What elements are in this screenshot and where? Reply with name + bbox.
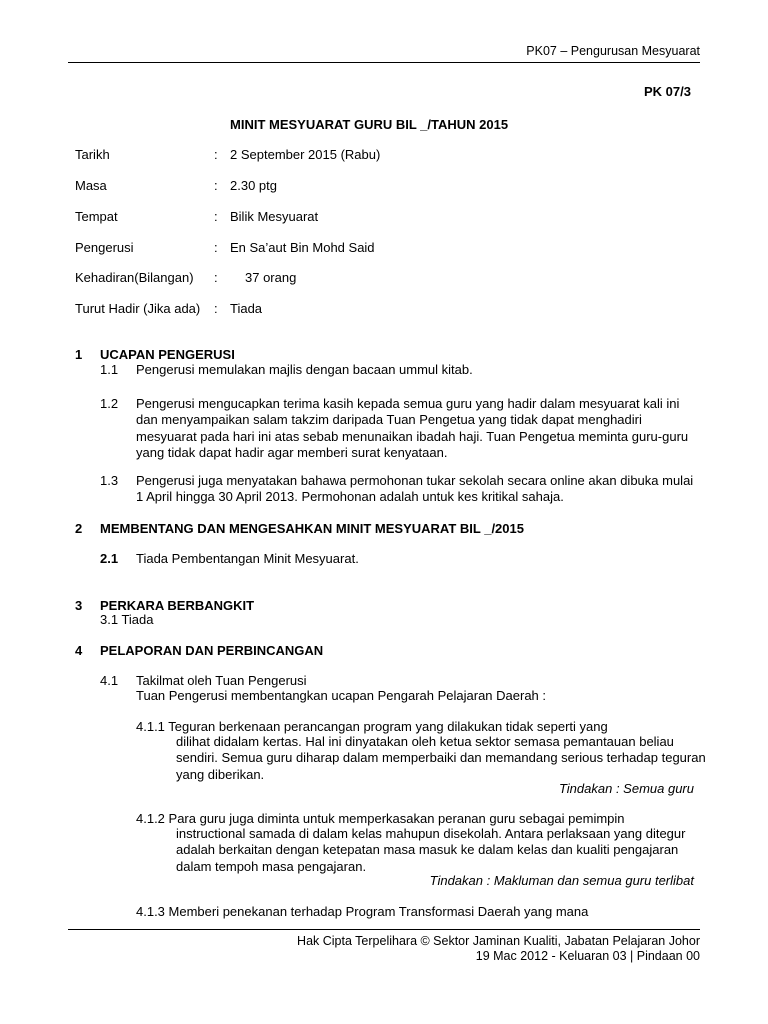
item-description: Tuan Pengerusi membentangkan ucapan Pengarah Pelajaran Daerah :: [136, 688, 547, 703]
section-heading: MEMBENTANG DAN MENGESAHKAN MINIT MESYUARAT BIL _/2015: [100, 521, 524, 536]
section-number: 2: [75, 521, 83, 536]
meta-colon: :: [214, 178, 218, 193]
item-text: Pengerusi mengucapkan terima kasih kepada semua guru yang hadir dalam mesyuarat kali ini dan menyampaikan salam takzim daripada Tuan Pengetua yang tidak dapat menghadiri mesyuarat pada hari ini atas sebab menunaikan ibadah haji. Tuan Pengetua meminta guru-guru yang tidak dapat hadir agar memberi surat kenyataan.: [136, 396, 689, 460]
item-text: Tiada Pembentangan Minit Mesyuarat.: [136, 551, 359, 566]
meta-label-turut-hadir: Turut Hadir (Jika ada): [75, 301, 201, 316]
meta-label-tarikh: Tarikh: [75, 147, 110, 162]
item-number: 2.1: [100, 551, 119, 566]
subitem-lead: 4.1.2 Para guru juga diminta untuk memperkasakan peranan guru sebagai pemimpin: [136, 811, 625, 826]
form-code: PK 07/3: [644, 84, 691, 99]
meta-label-tempat: Tempat: [75, 209, 118, 224]
meta-label-kehadiran: Kehadiran(Bilangan): [75, 270, 194, 285]
meta-value-kehadiran: 37 orang: [245, 270, 297, 285]
section-number: 1: [75, 347, 83, 362]
subitem-lead: 4.1.1 Teguran berkenaan perancangan program yang dilakukan tidak seperti yang: [136, 719, 608, 734]
meta-value-tarikh: 2 September 2015 (Rabu): [230, 147, 381, 162]
item-number: 1.1: [100, 362, 119, 377]
subitem-text: instructional samada di dalam kelas mahupun disekolah. Antara perlaksaan yang ditegur adalah berkaitan dengan ketepatan masa masuk ke dalam kelas dan kualiti pengajaran dalam tempoh masa pengajaran.: [176, 826, 686, 874]
item-text: 3.1 Tiada: [100, 612, 154, 627]
section-heading: PERKARA BERBANGKIT: [100, 598, 255, 613]
meta-value-turut-hadir: Tiada: [230, 301, 263, 316]
meta-label-masa: Masa: [75, 178, 107, 193]
item-text: Pengerusi memulakan majlis dengan bacaan ummul kitab.: [136, 362, 473, 377]
revision-info: 19 Mac 2012 - Keluaran 03 | Pindaan 00: [475, 949, 700, 963]
section-number: 4: [75, 643, 83, 658]
copyright-notice: Hak Cipta Terpelihara © Sektor Jaminan Kualiti, Jabatan Pelajaran Johor: [297, 934, 700, 948]
item-number: 4.1: [100, 673, 119, 688]
meta-value-tempat: Bilik Mesyuarat: [230, 209, 319, 224]
meta-colon: :: [214, 301, 218, 316]
meta-colon: :: [214, 147, 218, 162]
item-text: Pengerusi juga menyatakan bahawa permohonan tukar sekolah secara online akan dibuka mulai 1 April hingga 30 April 2013. Permohonan adalah untuk kes kritikal sahaja.: [136, 473, 694, 505]
meta-label-pengerusi: Pengerusi: [75, 240, 134, 255]
section-number: 3: [75, 598, 83, 613]
subitem-lead: 4.1.3 Memberi penekanan terhadap Program Transformasi Daerah yang mana: [136, 904, 589, 919]
header-divider: [68, 62, 700, 63]
meta-colon: :: [214, 240, 218, 255]
item-number: 1.3: [100, 473, 119, 488]
subitem-text: dilihat didalam kertas. Hal ini dinyatakan oleh ketua sektor semasa pemantauan beliau sendiri. Semua guru diharap dalam memperbaiki dan memandang serious terhadap teguran yang diberikan.: [176, 734, 706, 782]
item-number: 1.2: [100, 396, 119, 411]
action-note: Tindakan : Makluman dan semua guru terlibat: [429, 873, 694, 888]
section-heading: PELAPORAN DAN PERBINCANGAN: [100, 643, 324, 658]
action-note: Tindakan : Semua guru: [558, 781, 694, 796]
document-reference: PK07 – Pengurusan Mesyuarat: [526, 44, 700, 58]
meta-colon: :: [214, 270, 218, 285]
item-title: Takilmat oleh Tuan Pengerusi: [136, 673, 307, 688]
page-title: MINIT MESYUARAT GURU BIL _/TAHUN 2015: [230, 117, 509, 132]
section-heading: UCAPAN PENGERUSI: [100, 347, 235, 362]
meta-colon: :: [214, 209, 218, 224]
meta-value-masa: 2.30 ptg: [230, 178, 277, 193]
footer-divider: [68, 929, 700, 930]
meta-value-pengerusi: En Sa’aut Bin Mohd Said: [230, 240, 375, 255]
